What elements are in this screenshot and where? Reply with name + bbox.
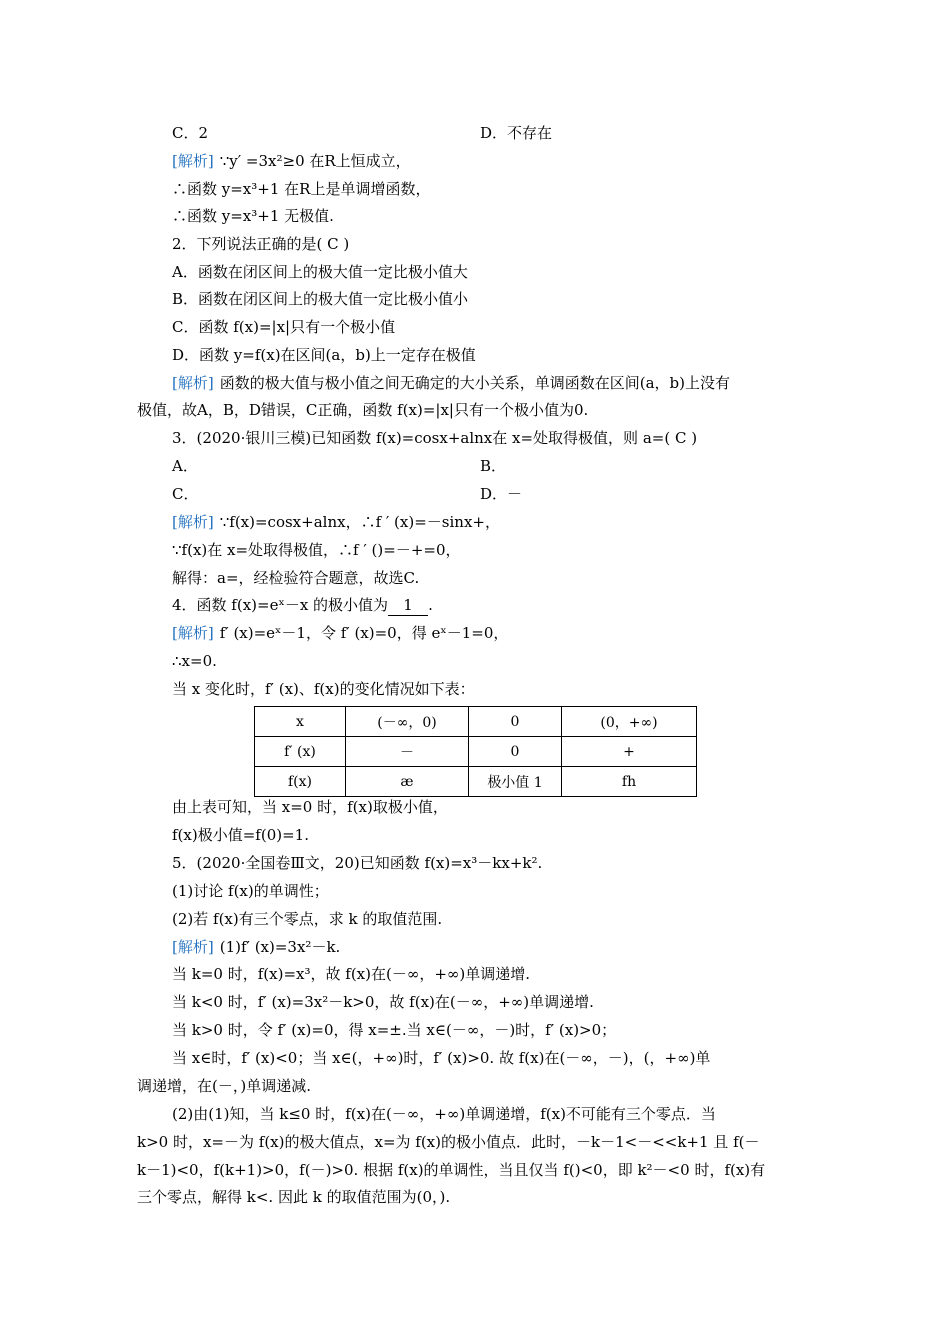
solution-line: [解析] ∵f(x)=cosx+alnx，∴f ′ (x)=－sinx+， xyxy=(172,513,500,531)
analysis-tag: [解析] xyxy=(172,938,214,956)
analysis-tag: [解析] xyxy=(172,152,214,170)
solution-line: 调递增，在(－，)单调递减. xyxy=(137,1077,311,1095)
option-row xyxy=(172,456,816,476)
option-c: C．函数 f(x)=|x|只有一个极小值 xyxy=(172,318,396,336)
table-row xyxy=(255,737,697,767)
solution-line: [解析] 函数的极大值与极小值之间无确定的大小关系，单调函数在区间(a，b)上没有 xyxy=(172,374,730,392)
solution-line: [解析] f′ (x)=eˣ－1，令 f′ (x)=0，得 eˣ－1=0， xyxy=(172,624,509,642)
solution-line: 解得：a=，经检验符合题意，故选C. xyxy=(172,569,420,587)
analysis-tag: [解析] xyxy=(172,624,214,642)
table-cell: 0 xyxy=(469,737,562,767)
solution-line: (2)由(1)知，当 k≤0 时，f(x)在(－∞，+∞)单调递增，f(x)不可能有三个零点．当 xyxy=(172,1105,716,1123)
question-2: 2．下列说法正确的是( C ) xyxy=(172,235,350,253)
option-row xyxy=(172,484,816,504)
option-d: D．函数 y=f(x)在区间(a，b)上一定存在极值 xyxy=(172,346,476,364)
question-part: (1)讨论 f(x)的单调性； xyxy=(172,882,329,900)
solution-line: 由上表可知，当 x=0 时，f(x)取极小值， xyxy=(172,798,448,816)
solution-line: k－1)<0，f(k+1)>0，f(－)>0. 根据 f(x)的单调性，当且仅当 f()<0，即 k²－<0 时，f(x)有 xyxy=(137,1161,766,1179)
solution-line: 当 k<0 时，f′ (x)=3x²－k>0，故 f(x)在(－∞，+∞)单调递增. xyxy=(172,993,594,1011)
solution-line: ∴函数 y=x³+1 在R上是单调增函数， xyxy=(172,180,431,198)
solution-line: 三个零点，解得 k<. 因此 k 的取值范围为(0，). xyxy=(137,1188,451,1206)
option-a: A． xyxy=(172,457,198,475)
table-cell: － xyxy=(346,737,469,767)
table-cell: x xyxy=(255,707,346,737)
table-cell: f′ (x) xyxy=(255,737,346,767)
table-row xyxy=(255,707,697,737)
solution-line: 当 x 变化时，f′ (x)、f(x)的变化情况如下表： xyxy=(172,680,475,698)
solution-line: ∴x=0. xyxy=(172,652,217,670)
option-d: D．－ xyxy=(480,485,523,503)
solution-line: k>0 时，x=－为 f(x)的极大值点，x=为 f(x)的极小值点．此时，－k－1<－<<k+1 且 f(－ xyxy=(137,1133,760,1151)
question-4: 4．函数 f(x)=eˣ－x 的极小值为 1 . xyxy=(172,596,433,614)
table-cell: fh xyxy=(562,767,697,797)
variation-table xyxy=(254,706,697,797)
solution-line: 当 x∈时，f′ (x)<0；当 x∈(，+∞)时，f′ (x)>0. 故 f(x)在(－∞，－)，(，+∞)单 xyxy=(172,1049,711,1067)
solution-line: 当 k=0 时，f(x)=x³，故 f(x)在(－∞，+∞)单调递增. xyxy=(172,965,531,983)
option-b: B．函数在闭区间上的极大值一定比极小值小 xyxy=(172,290,469,308)
option-row xyxy=(172,123,816,143)
analysis-tag: [解析] xyxy=(172,513,214,531)
solution-line: [解析] ∵y′ =3x²≥0 在R上恒成立， xyxy=(172,152,411,170)
table-cell: (－∞，0) xyxy=(346,707,469,737)
question-part: (2)若 f(x)有三个零点，求 k 的取值范围. xyxy=(172,910,443,928)
solution-line: f(x)极小值=f(0)=1. xyxy=(172,826,309,844)
solution-line: [解析] (1)f′ (x)=3x²－k. xyxy=(172,938,341,956)
question-3: 3．(2020·银川三模)已知函数 f(x)=cosx+alnx在 x=处取得极值，则 a=( C ) xyxy=(172,429,698,447)
table-cell: + xyxy=(562,737,697,767)
option-c: C．2 xyxy=(172,124,209,142)
option-a: A．函数在闭区间上的极大值一定比极小值大 xyxy=(172,263,468,281)
table-cell: 极小值 1 xyxy=(469,767,562,797)
option-d: D．不存在 xyxy=(480,124,553,142)
option-c: C． xyxy=(172,485,199,503)
table-row xyxy=(255,767,697,797)
table-cell: 0 xyxy=(469,707,562,737)
solution-line: 当 k>0 时，令 f′ (x)=0，得 x=±.当 x∈(－∞，－)时，f′ (x)>0； xyxy=(172,1021,617,1039)
answer-blank: 1 xyxy=(388,595,428,616)
solution-line: 极值，故A，B，D错误，C正确，函数 f(x)=|x|只有一个极小值为0. xyxy=(137,401,589,419)
option-b: B． xyxy=(480,457,507,475)
table-cell: æ xyxy=(346,767,469,797)
table-cell: (0，+∞) xyxy=(562,707,697,737)
question-5: 5．(2020·全国卷Ⅲ文，20)已知函数 f(x)=x³－kx+k². xyxy=(172,854,543,872)
solution-line: ∵f(x)在 x=处取得极值，∴f ′ ()=－+=0， xyxy=(172,541,461,559)
analysis-tag: [解析] xyxy=(172,374,214,392)
solution-line: ∴函数 y=x³+1 无极值. xyxy=(172,207,334,225)
table-cell: f(x) xyxy=(255,767,346,797)
